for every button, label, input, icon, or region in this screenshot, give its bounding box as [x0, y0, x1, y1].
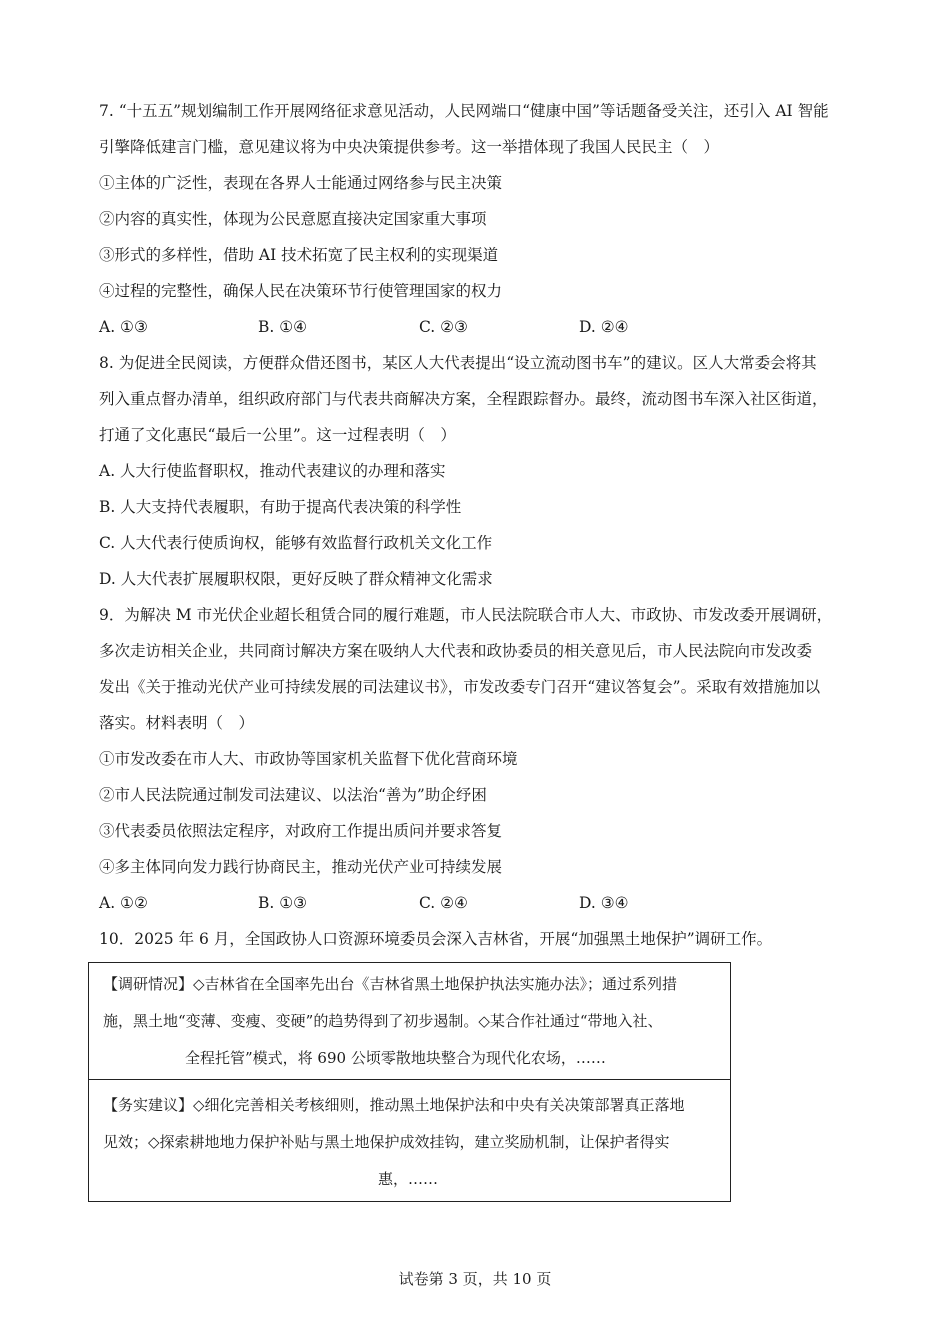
- q8-stem-line-3: 打通了文化惠民“最后一公里”。这一过程表明（ ）: [99, 426, 456, 444]
- q8-choice-b[interactable]: B. 人大支持代表履职，有助于提高代表决策的科学性: [99, 498, 462, 516]
- q7-stem-line-2: 引擎降低建言门槛，意见建议将为中央决策提供参考。这一举措体现了我国人民民主（ ）: [99, 138, 720, 156]
- q10-suggestion-line-2: 见效；◇探索耕地地力保护补贴与黑土地保护成效挂钩，建立奖励机制，让保护者得实: [103, 1133, 670, 1151]
- q7-option-d[interactable]: D. ②④: [579, 318, 629, 336]
- q9-stem-line-4: 落实。材料表明（ ）: [99, 714, 255, 732]
- q7-option-a[interactable]: A. ①③: [99, 318, 148, 336]
- q9-option-b[interactable]: B. ①③: [258, 894, 308, 912]
- q10-research-section: [89, 963, 730, 1080]
- q7-item-4: ④过程的完整性，确保人民在决策环节行使管理国家的权力: [99, 282, 503, 300]
- page-footer: 试卷第 3 页，共 10 页: [398, 1270, 552, 1288]
- q10-research-line-1: 【调研情况】◇吉林省在全国率先出台《吉林省黑土地保护执法实施办法》；通过系列措: [103, 975, 678, 993]
- q8-stem-line-2: 列入重点督办清单，组织政府部门与代表共商解决方案，全程跟踪督办。最终，流动图书车深入社区街道，: [99, 390, 828, 408]
- q7-item-2: ②内容的真实性，体现为公民意愿直接决定国家重大事项: [99, 210, 487, 228]
- q9-option-a[interactable]: A. ①②: [99, 894, 148, 912]
- q7-item-3: ③形式的多样性，借助 AI 技术拓宽了民主权利的实现渠道: [99, 246, 499, 264]
- q10-research-line-3: 全程托管”模式，将 690 公顷零散地块整合为现代化农场，……: [185, 1049, 606, 1067]
- q9-stem-line-1: 9．为解决 M 市光伏企业超长租赁合同的履行难题，市人民法院联合市人大、市政协、市发改委开展调研，: [99, 606, 833, 624]
- q10-suggestion-line-3: 惠，……: [378, 1170, 439, 1188]
- q8-stem-line-1: 8. 为促进全民阅读，方便群众借还图书，某区人大代表提出“设立流动图书车”的建议。区人大常委会将其: [99, 354, 817, 372]
- q10-research-line-2: 施，黑土地“变薄、变瘦、变硬”的趋势得到了初步遏制。◇某合作社通过“带地入社、: [103, 1012, 663, 1030]
- q9-stem-line-2: 多次走访相关企业，共同商讨解决方案在吸纳人大代表和政协委员的相关意见后，市人民法院向市发改委: [99, 642, 813, 660]
- q9-option-c[interactable]: C. ②④: [419, 894, 468, 912]
- q9-option-d[interactable]: D. ③④: [579, 894, 629, 912]
- q10-material-box: [88, 962, 731, 1202]
- q8-choice-c[interactable]: C. 人大代表行使质询权，能够有效监督行政机关文化工作: [99, 534, 493, 552]
- q8-choice-a[interactable]: A. 人大行使监督职权，推动代表建议的办理和落实: [99, 462, 446, 480]
- q10-suggestion-section: [89, 1081, 730, 1201]
- q9-item-1: ①市发改委在市人大、市政协等国家机关监督下优化营商环境: [99, 750, 518, 768]
- q7-option-b[interactable]: B. ①④: [258, 318, 308, 336]
- q10-stem: 10．2025 年 6 月，全国政协人口资源环境委员会深入吉林省，开展“加强黑土地保护”调研工作。: [99, 930, 773, 948]
- q7-option-c[interactable]: C. ②③: [419, 318, 468, 336]
- q9-stem-line-3: 发出《关于推动光伏产业可持续发展的司法建议书》，市发改委专门召开“建议答复会”。采取有效措施加以: [99, 678, 821, 696]
- q9-item-4: ④多主体同向发力践行协商民主，推动光伏产业可持续发展: [99, 858, 503, 876]
- q8-choice-d[interactable]: D. 人大代表扩展履职权限，更好反映了群众精神文化需求: [99, 570, 493, 588]
- q10-suggestion-line-1: 【务实建议】◇细化完善相关考核细则，推动黑土地保护法和中央有关决策部署真正落地: [103, 1096, 685, 1114]
- q9-item-3: ③代表委员依照法定程序，对政府工作提出质问并要求答复: [99, 822, 503, 840]
- q7-stem-line-1: 7. “十五五”规划编制工作开展网络征求意见活动，人民网端口“健康中国”等话题备受关注，还引入 AI 智能: [99, 102, 829, 120]
- q9-item-2: ②市人民法院通过制发司法建议、以法治“善为”助企纾困: [99, 786, 487, 804]
- q7-item-1: ①主体的广泛性，表现在各界人士能通过网络参与民主决策: [99, 174, 503, 192]
